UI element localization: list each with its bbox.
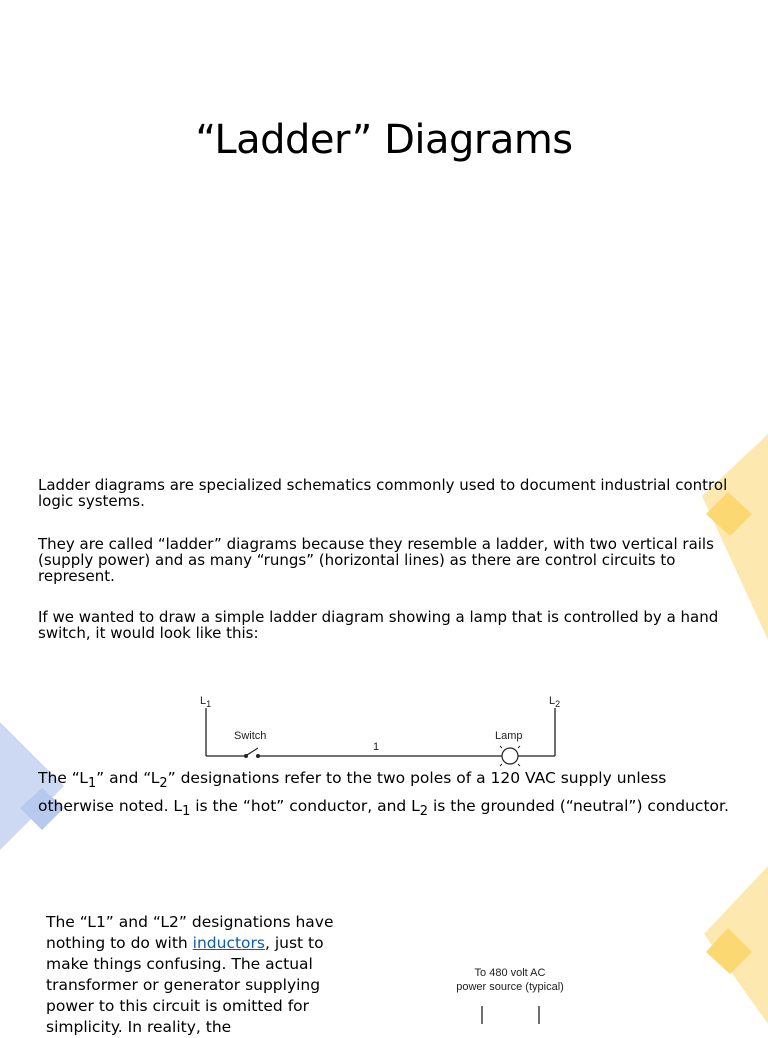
rail-right-label: $L_2$ <box>549 695 561 709</box>
ladder-diagram <box>190 688 580 770</box>
ladder-explanation-paragraph: They are called “ladder” diagrams because they resemble a ladder, with two vertical rails (supply power) and as many “rungs” (horizontal lines) as there are control circuits to represent. <box>38 535 714 585</box>
lamp-ray <box>500 746 502 748</box>
power-source-caption-line1: To 480 volt AC <box>474 967 546 979</box>
inductors-link[interactable]: inductors <box>192 934 265 952</box>
switch-label: Switch <box>234 730 267 742</box>
lamp-ray <box>500 764 502 766</box>
power-source-caption-line2: power source (typical) <box>456 981 564 993</box>
inductor-note-paragraph: The “L1” and “L2” designations have nothing to do with inductors, just to make things confusing. The actual transformer or generator supplying power to this circuit is omitted for simplicity. In reality, the <box>46 913 334 1036</box>
page-title: “Ladder” Diagrams <box>195 117 573 163</box>
lamp-label: Lamp <box>495 730 523 742</box>
lamp-ray <box>518 764 520 766</box>
power-source-diagram <box>440 962 590 1024</box>
switch-icon <box>247 748 258 755</box>
lamp-example-paragraph: If we wanted to draw a simple ladder diagram showing a lamp that is controlled by a hand switch, it would look like this: <box>38 608 719 642</box>
switch-contact-right <box>256 754 260 758</box>
intro-paragraph: Ladder diagrams are specialized schematics commonly used to document industrial control logic systems. <box>38 476 728 510</box>
lamp-ray <box>518 746 520 748</box>
designation-paragraph: The “$L_1$” and “$L_2$” designations refer to the two poles of a 120 VAC supply unless otherwise noted. $L_1$ is the “hot” conductor, and $L_2$ is the grounded (“neutral”) conductor. <box>38 769 729 820</box>
rung-number: 1 <box>373 741 380 753</box>
rail-left-label: $L_1$ <box>200 695 212 709</box>
lamp-icon <box>502 748 518 764</box>
